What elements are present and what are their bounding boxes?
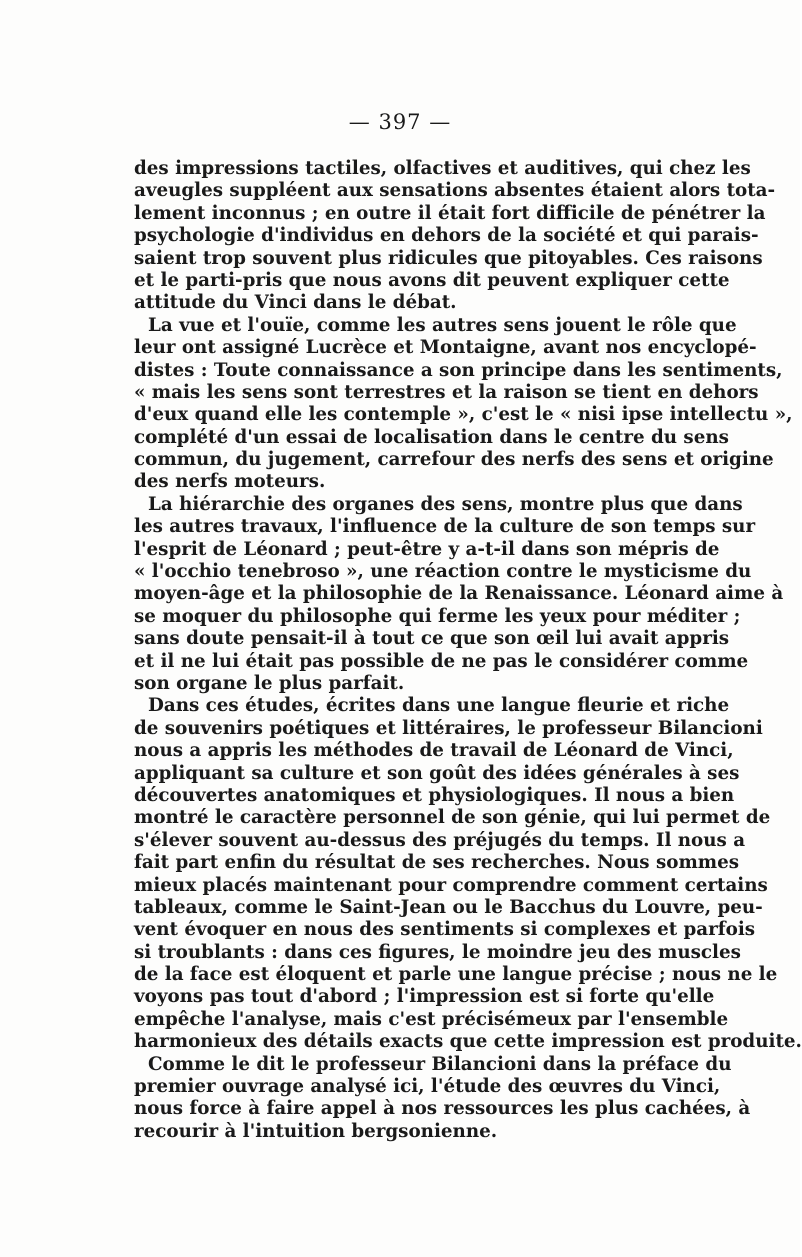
text-line: d'eux quand elle les contemple », c'est le « nisi ipse intellectu »,	[134, 404, 793, 426]
text-line: psychologie d'individus en dehors de la société et qui parais-	[134, 225, 759, 247]
text-line: et le parti-pris que nous avons dit peuvent expliquer cette	[134, 269, 730, 291]
text-line: si troublants : dans ces figures, le moindre jeu des muscles	[134, 941, 741, 963]
text-line: recourir à l'intuition bergsonienne.	[134, 1120, 498, 1142]
text-line: se moquer du philosophe qui ferme les yeux pour méditer ;	[134, 605, 741, 627]
text-line: commun, du jugement, carrefour des nerfs des sens et origine	[134, 449, 774, 471]
text-line: vent évoquer en nous des sentiments si complexes et parfois	[134, 919, 756, 941]
body-text	[134, 158, 802, 1143]
text-line: attitude du Vinci dans le débat.	[134, 292, 457, 314]
paragraph-start: Dans ces études, écrites dans une langue fleurie et riche	[148, 695, 730, 717]
text-line: découvertes anatomiques et physiologiques. Il nous a bien	[134, 784, 735, 806]
text-line: leur ont assigné Lucrèce et Montaigne, avant nos encyclopé-	[134, 337, 757, 359]
text-line: de la face est éloquent et parle une langue précise ; nous ne le	[134, 964, 778, 986]
text-line: complété d'un essai de localisation dans le centre du sens	[134, 426, 729, 448]
text-line: saient trop souvent plus ridicules que pitoyables. Ces raisons	[134, 247, 763, 269]
text-line: l'esprit de Léonard ; peut-être y a-t-il dans son mépris de	[134, 538, 720, 560]
text-line: lement inconnus ; en outre il était fort difficile de pénétrer la	[134, 202, 766, 224]
text-line: montré le caractère personnel de son génie, qui lui permet de	[134, 807, 771, 829]
text-line: appliquant sa culture et son goût des idées générales à ses	[134, 762, 740, 784]
text-line: tableaux, comme le Saint-Jean ou le Bacchus du Louvre, peu-	[134, 896, 763, 918]
text-line: fait part enfin du résultat de ses recherches. Nous sommes	[134, 852, 740, 874]
text-line: moyen-âge et la philosophie de la Renaissance. Léonard aime à	[134, 583, 784, 605]
text-line: distes : Toute connaissance a son principe dans les sentiments,	[134, 359, 783, 381]
paragraph-start: La vue et l'ouïe, comme les autres sens jouent le rôle que	[148, 314, 737, 336]
text-line: de souvenirs poétiques et littéraires, le professeur Bilancioni	[134, 717, 763, 739]
text-line: mieux placés maintenant pour comprendre comment certains	[134, 874, 768, 896]
text-line: « mais les sens sont terrestres et la raison se tient en dehors	[134, 381, 759, 403]
paragraph-start: Comme le dit le professeur Bilancioni dans la préface du	[148, 1053, 732, 1075]
text-line: son organe le plus parfait.	[134, 672, 405, 694]
text-line: nous force à faire appel à nos ressources les plus cachées, à	[134, 1098, 751, 1120]
text-line: s'élever souvent au-dessus des préjugés du temps. Il nous a	[134, 829, 746, 851]
text-line: les autres travaux, l'influence de la culture de son temps sur	[134, 516, 756, 538]
paragraph-start: La hiérarchie des organes des sens, montre plus que dans	[148, 493, 743, 515]
text-line: « l'occhio tenebroso », une réaction contre le mysticisme du	[134, 561, 752, 583]
text-line: empêche l'analyse, mais c'est précisémeux par l'ensemble	[134, 1008, 729, 1030]
text-line: des impressions tactiles, olfactives et auditives, qui chez les	[134, 158, 751, 179]
text-line: sans doute pensait-il à tout ce que son œil lui avait appris	[134, 628, 730, 650]
text-line: premier ouvrage analysé ici, l'étude des œuvres du Vinci,	[134, 1076, 721, 1098]
text-line: harmonieux des détails exacts que cette impression est produite.	[134, 1031, 802, 1053]
text-line: et il ne lui était pas possible de ne pas le considérer comme	[134, 650, 749, 672]
text-line: aveugles suppléent aux sensations absentes étaient alors tota-	[134, 180, 776, 202]
page-number: — 397 —	[348, 110, 452, 134]
text-line: des nerfs moteurs.	[134, 471, 326, 493]
text-line: voyons pas tout d'abord ; l'impression est si forte qu'elle	[134, 986, 715, 1008]
text-line: nous a appris les méthodes de travail de Léonard de Vinci,	[134, 740, 734, 762]
